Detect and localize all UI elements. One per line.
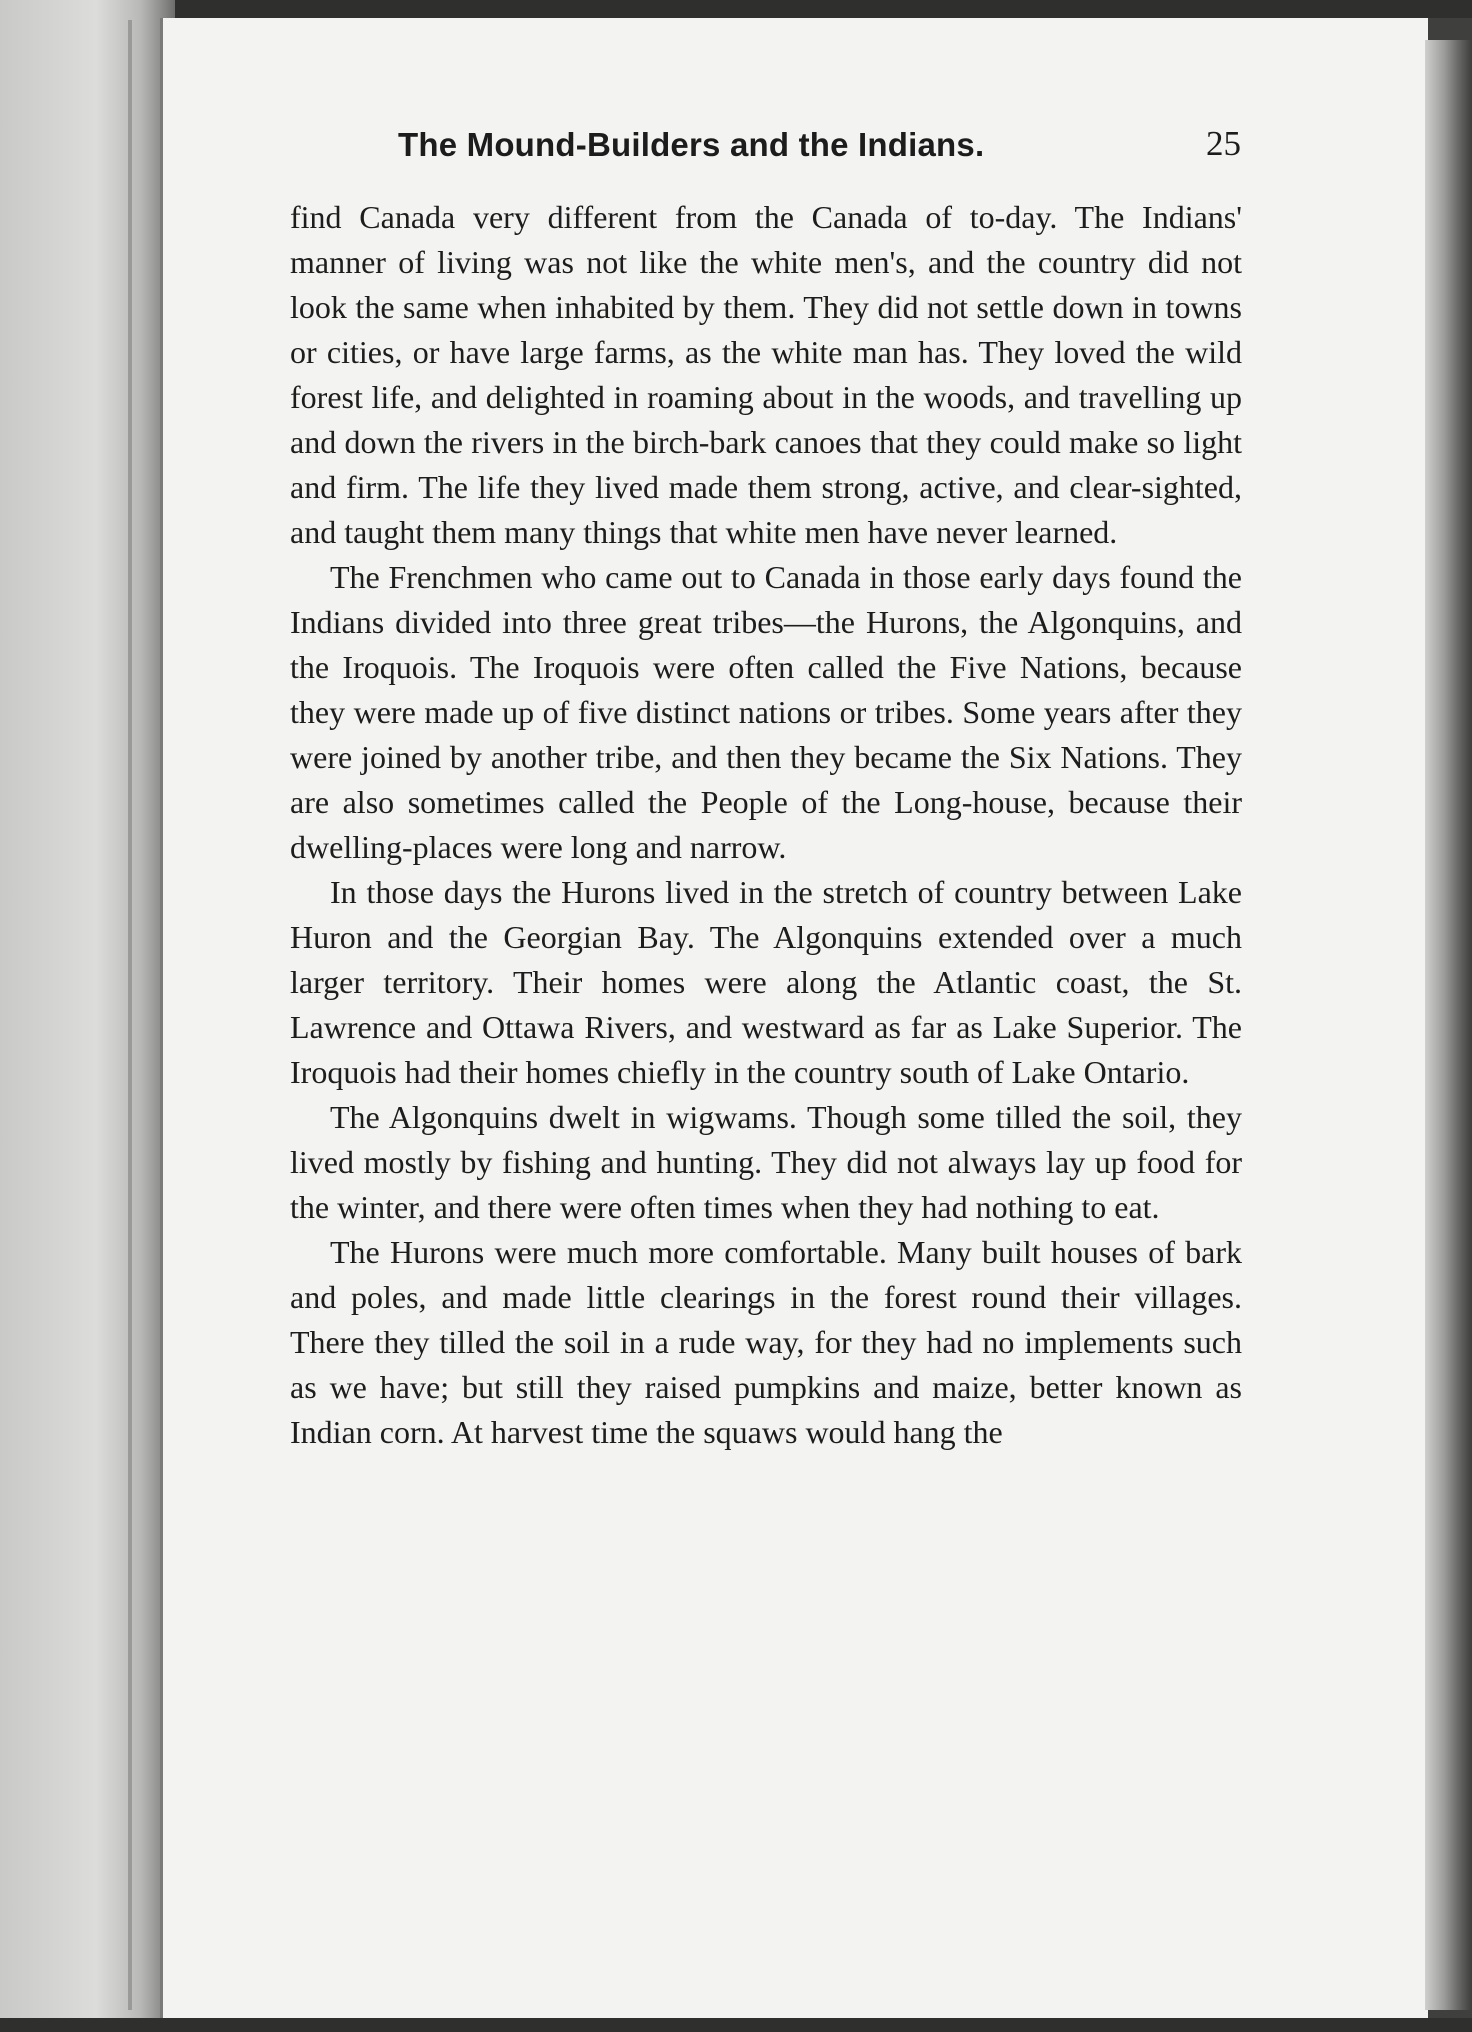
scan-top-border — [0, 0, 1472, 18]
paragraph: In those days the Hurons lived in the stretch of country between Lake Huron and the Georgian Bay. The Algonquins extended over a much larger territory. Their homes were along the Atlantic coast, the St. Lawrence and Ottawa Rivers, and westward as far as Lake Superior. The Iroquois had their homes chiefly in the country south of Lake Ontario. — [290, 874, 1242, 1090]
running-title: The Mound-Builders and the Indians. — [398, 126, 985, 163]
paragraph: find Canada very different from the Canada of to-day. The Indians' manner of living was not like the white men's, and the country did not look the same when inhabited by them. They did not settle down in towns or cities, or have large farms, as the white man has. They loved the wild forest life, and delighted in roaming about in the woods, and travelling up and down the rivers in the birch-bark canoes that they could make so light and firm. The life they lived made them strong, active, and clear-sighted, and taught them many things that white men have never learned. — [290, 199, 1242, 550]
paragraph: The Hurons were much more comfortable. Many built houses of bark and poles, and made little clearings in the forest round their villages. There they tilled the soil in a rude way, for they had no implements such as we have; but still they raised pumpkins and maize, better known as Indian corn. At harvest time the squaws would hang the — [290, 1234, 1242, 1450]
paragraph: The Algonquins dwelt in wigwams. Though some tilled the soil, they lived mostly by fishing and hunting. They did not always lay up food for the winter, and there were often times when they had nothing to eat. — [290, 1099, 1242, 1225]
scan-bottom-border — [0, 2018, 1472, 2032]
book-page-edges — [1425, 40, 1472, 2010]
paragraph: The Frenchmen who came out to Canada in those early days found the Indians divided into three great tribes—the Hurons, the Algonquins, and the Iroquois. The Iroquois were often called the Five Nations, because they were made up of five distinct nations or tribes. Some years after they were joined by another tribe, and then they became the Six Nations. They are also sometimes called the People of the Long-house, because their dwelling-places were long and narrow. — [290, 559, 1242, 865]
gutter-fold-line — [128, 20, 132, 2010]
body-text — [290, 195, 1242, 1455]
book-gutter — [0, 0, 175, 2032]
page-number: 25 — [1206, 124, 1241, 163]
page-header — [398, 120, 1241, 180]
